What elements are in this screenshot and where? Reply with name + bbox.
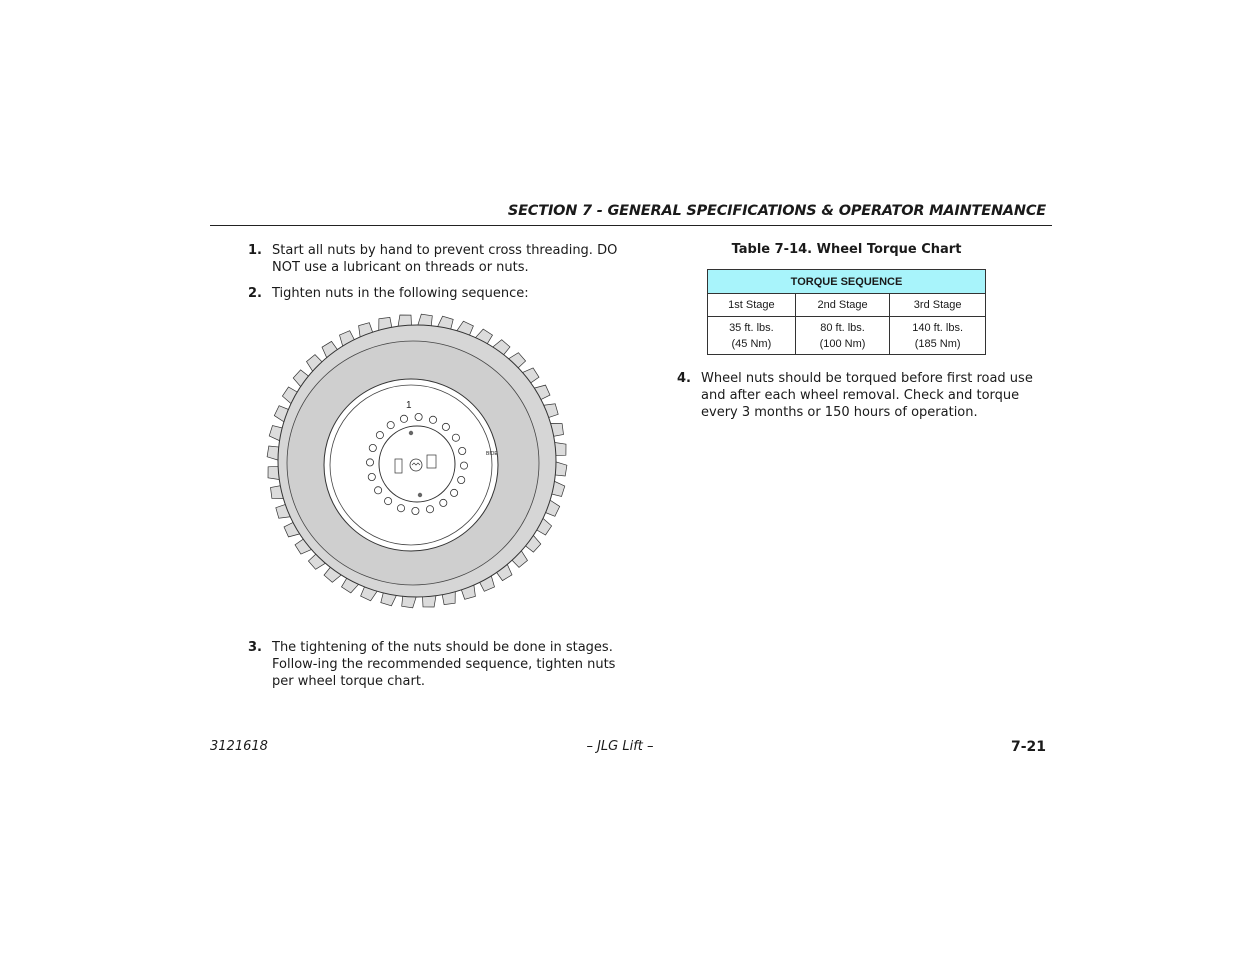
- step-text: The tightening of the nuts should be done in stages. Follow-ing the recommended sequence, tighten nuts per wheel torque chart.: [272, 640, 616, 689]
- step-number: 4.: [677, 371, 691, 386]
- lug-nut: [458, 476, 465, 483]
- wheel-illustration: [265, 312, 575, 614]
- lug-nut: [366, 459, 373, 466]
- lug-nut: [459, 447, 466, 454]
- step-number: 1.: [248, 243, 262, 258]
- step-number: 2.: [248, 286, 262, 301]
- stage-value-cell: [890, 317, 986, 355]
- torque-imperial: 35 ft. lbs.: [729, 321, 774, 334]
- lug-nut: [397, 505, 404, 512]
- stage-name-cell: 2nd Stage: [795, 294, 890, 317]
- torque-imperial: 80 ft. lbs.: [820, 321, 865, 334]
- stage-name-cell: 3rd Stage: [890, 294, 986, 317]
- step-text: Wheel nuts should be torqued before first road use and after each wheel removal. Check and torque every 3 months or 150 hours of operation.: [701, 371, 1033, 420]
- lug-nut: [440, 499, 447, 506]
- header-divider: [210, 225, 1052, 226]
- section-title: SECTION 7 - GENERAL SPECIFICATIONS & OPERATOR MAINTENANCE: [507, 203, 1046, 219]
- stage-name-cell: 1st Stage: [708, 294, 796, 317]
- lug-nut: [369, 444, 376, 451]
- lug-nut: [415, 413, 422, 420]
- sequence-start-label: 1: [406, 400, 412, 411]
- rim-stamp: BIDE: [486, 451, 498, 457]
- step-text: Tighten nuts in the following sequence:: [272, 286, 529, 301]
- table-header: TORQUE SEQUENCE: [708, 270, 986, 294]
- stage-value-cell: [795, 317, 890, 355]
- page-number: 7-21: [1010, 739, 1046, 755]
- step-text: Start all nuts by hand to prevent cross threading. DO NOT use a lubricant on threads or nuts.: [272, 243, 618, 275]
- torque-imperial: 140 ft. lbs.: [912, 321, 964, 334]
- lug-nut: [400, 415, 407, 422]
- torque-metric: (185 Nm): [914, 337, 961, 350]
- torque-table: [707, 269, 986, 355]
- lug-nut: [385, 498, 392, 505]
- document-number: 3121618: [210, 739, 268, 754]
- lug-nut: [412, 507, 419, 514]
- stage-value-cell: [708, 317, 796, 355]
- lug-nut: [376, 432, 383, 439]
- lug-nut: [375, 487, 382, 494]
- lug-nut: [387, 422, 394, 429]
- lug-nut: [460, 462, 467, 469]
- table-title: Table 7-14. Wheel Torque Chart: [731, 242, 962, 257]
- lug-nut: [426, 506, 433, 513]
- step-number: 3.: [248, 640, 262, 655]
- torque-metric: (45 Nm): [731, 337, 772, 350]
- lug-nut: [429, 416, 436, 423]
- lug-nut: [451, 489, 458, 496]
- lug-nut: [368, 473, 375, 480]
- footer-brand: – JLG Lift –: [586, 739, 654, 754]
- torque-metric: (100 Nm): [819, 337, 866, 350]
- lug-nut: [452, 434, 459, 441]
- lug-nut: [442, 423, 449, 430]
